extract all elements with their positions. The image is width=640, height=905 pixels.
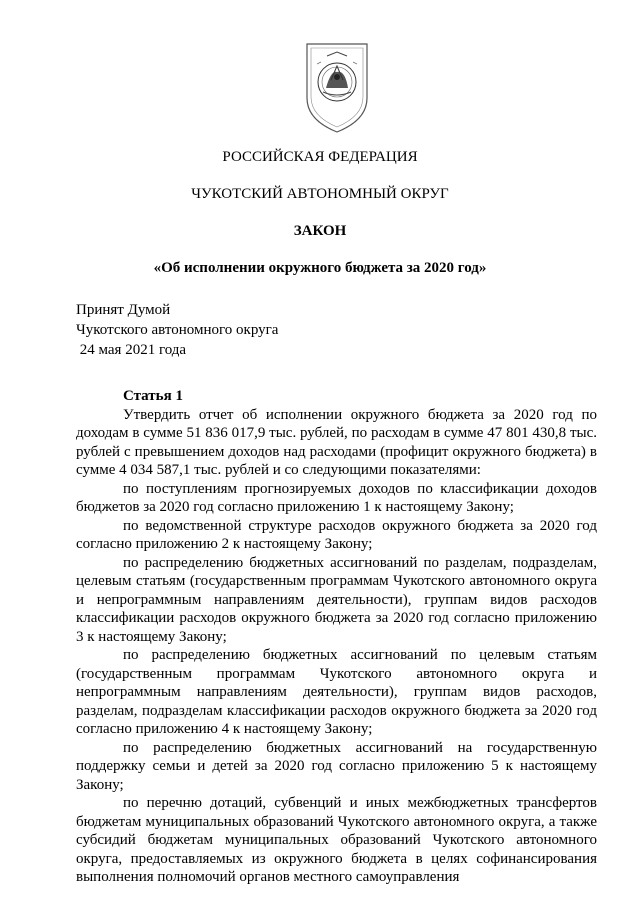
article-paragraph: по распределению бюджетных ассигнований на государственную поддержку семьи и детей за 2020 год согласно приложению 5 к настоящему Закону; — [76, 739, 597, 793]
article-heading: Статья 1 — [123, 388, 183, 404]
article-1 — [76, 387, 597, 887]
article-paragraph: по перечню дотаций, субвенций и иных межбюджетных трансфертов бюджетам муниципальных образований Чукотского автономного округа, а также субсидий бюджетам муниципальных образований Чукотского автономного округа, предоставляемых из окружного бюджета в целях софинансирования выполнения полномочий органов местного самоуправления — [76, 795, 597, 885]
adopted-body-line: Чукотского автономного округа — [76, 322, 279, 338]
country-heading: РОССИЙСКАЯ ФЕДЕРАЦИЯ — [222, 149, 418, 165]
adopted-by-line: Принят Думой — [76, 302, 171, 318]
document-type: ЗАКОН — [293, 223, 347, 239]
article-paragraph: по распределению бюджетных ассигнований по целевым статьям (государственным программам Чукотского автономного округа и непрограммным направлениям деятельности), группам видов расходов, разделам, подразделам классификации расходов окружного бюджета за 2020 год согласно приложению 4 к настоящему Закону; — [76, 647, 597, 737]
article-paragraph: по распределению бюджетных ассигнований по разделам, подразделам, целевым статьям (государственным программам Чукотского автономного округа и непрограммным направлениям деятельности), группам видов расходов классификации расходов окружного бюджета за 2020 год согласно приложению 3 к настоящему Закону; — [76, 554, 597, 645]
article-paragraph: Утвердить отчет об исполнении окружного бюджета за 2020 год по доходам в сумме 51 836 017,9 тыс. рублей, по расходам в сумме 47 801 430,8 тыс. рублей с превышением доходов над расходами (профицит окружного бюджета) в сумме 4 034 587,1 тыс. рублей и со следующими показателями: — [76, 406, 597, 478]
law-title: «Об исполнении окружного бюджета за 2020 год» — [153, 260, 487, 276]
article-paragraph: по ведомственной структуре расходов окружного бюджета за 2020 год согласно приложению 2 к настоящему Закону; — [76, 517, 597, 552]
article-paragraph: по поступлениям прогнозируемых доходов по классификации доходов бюджетов за 2020 год согласно приложению 1 к настоящему Закону; — [76, 480, 597, 515]
adoption-block — [76, 300, 278, 360]
adopted-date: 24 мая 2021 года — [76, 342, 187, 358]
coat-of-arms-icon — [301, 40, 373, 136]
region-heading: ЧУКОТСКИЙ АВТОНОМНЫЙ ОКРУГ — [191, 186, 449, 202]
